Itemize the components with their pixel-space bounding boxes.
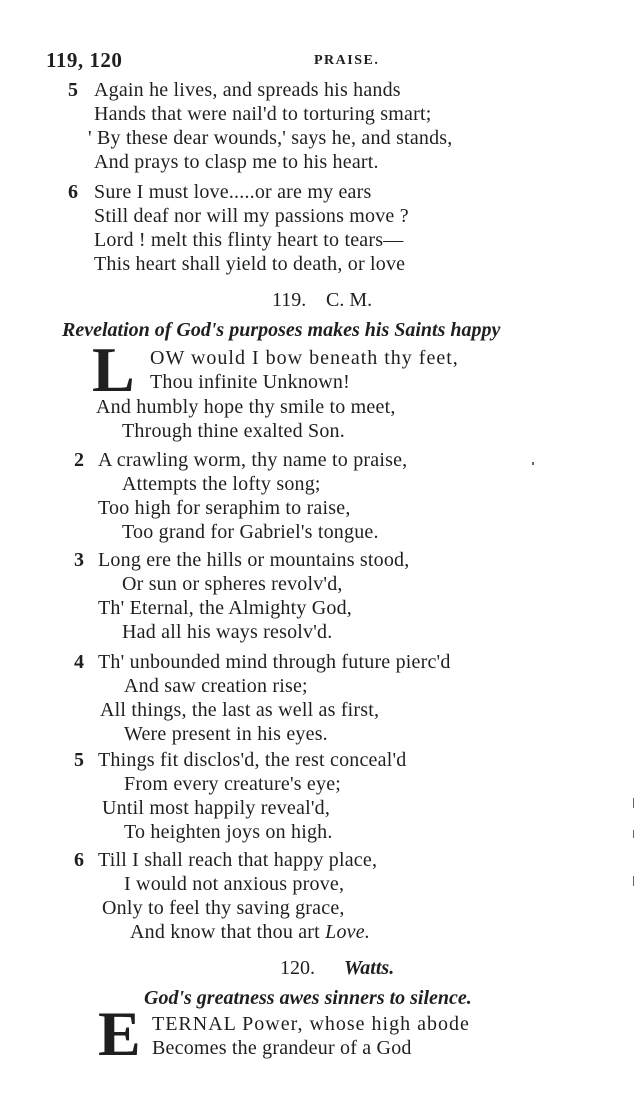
verse-line: Th' unbounded mind through future pierc'd bbox=[98, 651, 451, 673]
verse-line: Too grand for Gabriel's tongue. bbox=[122, 521, 379, 543]
print-speck bbox=[633, 830, 634, 838]
verse-line: Too high for seraphim to raise, bbox=[98, 497, 351, 519]
page-header bbox=[46, 48, 606, 74]
verse-line: And saw creation rise; bbox=[124, 675, 308, 697]
verse-line: All things, the last as well as first, bbox=[100, 699, 380, 721]
stanza-number: 5 bbox=[68, 79, 78, 101]
verse-line: From every creature's eye; bbox=[124, 773, 342, 795]
page-numbers: 119, 120 bbox=[46, 48, 123, 72]
verse-line: Sure I must love.....or are my ears bbox=[94, 181, 372, 203]
verse-line: Lord ! melt this flinty heart to tears— bbox=[94, 229, 404, 251]
verse-line: A crawling worm, thy name to praise, bbox=[98, 449, 408, 471]
hymn-subtitle: Revelation of God's purposes makes his Saints happy bbox=[62, 319, 501, 341]
verse-line: Attempts the lofty song; bbox=[122, 473, 321, 495]
verse-line: Till I shall reach that happy place, bbox=[98, 849, 378, 871]
verse-line: Or sun or spheres revolv'd, bbox=[122, 573, 343, 595]
verse-line: Only to feel thy saving grace, bbox=[102, 897, 345, 919]
print-speck bbox=[633, 798, 634, 808]
hymn-author: Watts. bbox=[344, 957, 395, 979]
verse-line: Through thine exalted Son. bbox=[122, 420, 345, 442]
verse-line: And prays to clasp me to his heart. bbox=[94, 151, 379, 173]
verse-line: Things fit disclos'd, the rest conceal'd bbox=[98, 749, 407, 771]
stanza-number: 6 bbox=[74, 849, 84, 871]
verse-line-final bbox=[130, 920, 370, 944]
drop-cap: L bbox=[92, 334, 135, 405]
stanza-number: 2 bbox=[74, 449, 84, 471]
hymn-subtitle: God's greatness awes sinners to silence. bbox=[144, 987, 472, 1009]
verse-line: I would not anxious prove, bbox=[124, 873, 345, 895]
verse-line: Becomes the grandeur of a God bbox=[152, 1037, 412, 1059]
verse-line: OW would I bow beneath thy feet, bbox=[150, 347, 459, 369]
verse-line: Long ere the hills or mountains stood, bbox=[98, 549, 410, 571]
hymn-number: 120. bbox=[280, 957, 315, 979]
verse-line-text: And know that thou art bbox=[130, 921, 320, 943]
verse-line: To heighten joys on high. bbox=[124, 821, 333, 843]
verse-line: Hands that were nail'd to torturing smart; bbox=[94, 103, 432, 125]
running-title: PRAISE. bbox=[314, 53, 380, 68]
stanza-number: 6 bbox=[68, 181, 78, 203]
verse-line: ' By these dear wounds,' says he, and stands, bbox=[88, 127, 453, 149]
stanza-number: 5 bbox=[74, 749, 84, 771]
verse-line: Again he lives, and spreads his hands bbox=[94, 79, 401, 101]
hymn-number: 119. bbox=[272, 289, 307, 311]
hymn-meter: C. M. bbox=[326, 289, 373, 311]
verse-line: This heart shall yield to death, or love bbox=[94, 253, 406, 275]
verse-line: And humbly hope thy smile to meet, bbox=[96, 396, 396, 418]
stanza-number: 3 bbox=[74, 549, 84, 571]
verse-line: Th' Eternal, the Almighty God, bbox=[98, 597, 353, 619]
print-speck bbox=[532, 462, 534, 465]
print-speck bbox=[633, 876, 634, 886]
verse-line: Still deaf nor will my passions move ? bbox=[94, 205, 409, 227]
verse-line: Until most happily reveal'd, bbox=[102, 797, 331, 819]
drop-cap: E bbox=[98, 998, 141, 1069]
verse-line: Had all his ways resolv'd. bbox=[122, 621, 333, 643]
verse-line: Thou infinite Unknown! bbox=[150, 371, 350, 393]
verse-line: TERNAL Power, whose high abode bbox=[152, 1013, 470, 1035]
emphasized-word: Love. bbox=[325, 921, 371, 943]
verse-line: Were present in his eyes. bbox=[124, 723, 328, 745]
stanza-number: 4 bbox=[74, 651, 84, 673]
